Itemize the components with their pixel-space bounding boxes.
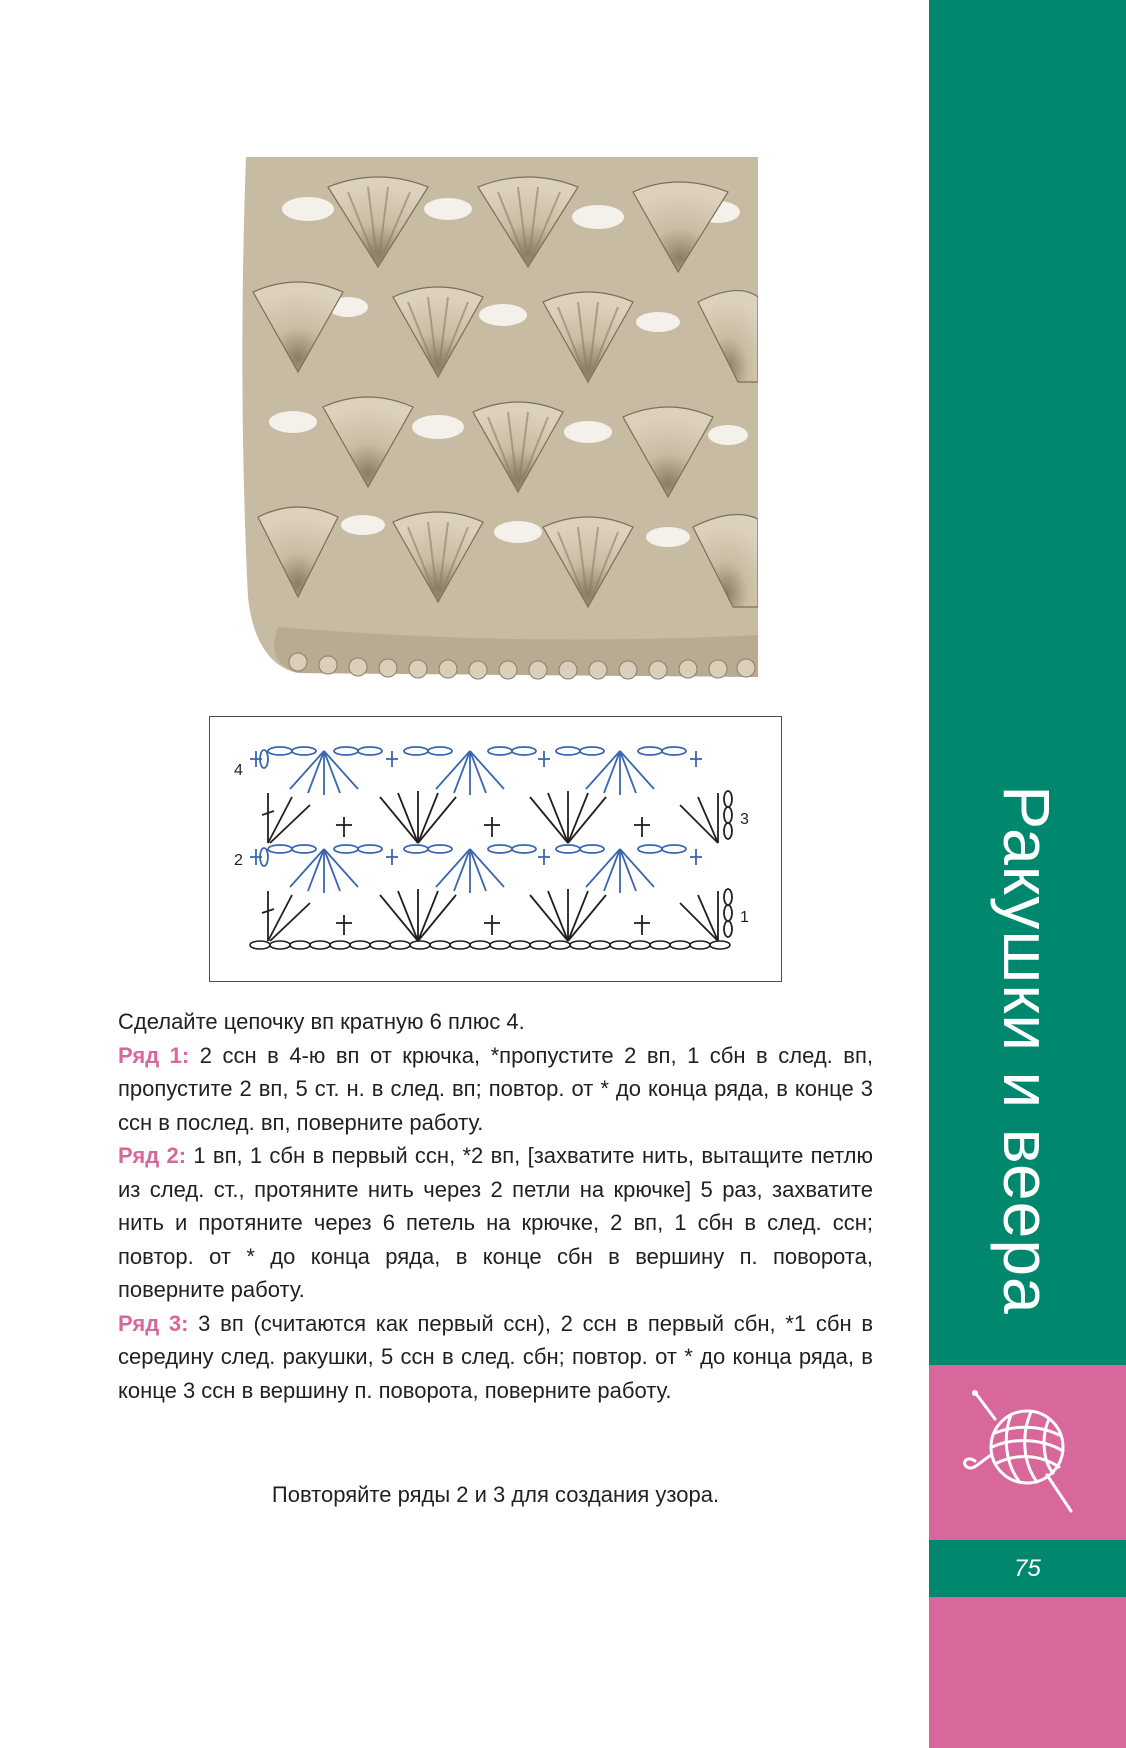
row-1-label: Ряд 1:	[118, 1042, 190, 1068]
crochet-chart-drawing	[210, 717, 780, 980]
row-3-text: 3 вп (считаются как первый ссн), 2 ссн в первый сбн, *1 сбн в середину след. ракушки, 5 ссн в след. сбн; повтор. от * до конца ряда, в конце 3 ссн в вершину п. поворота, поверните работу.	[118, 1310, 874, 1403]
crochet-swatch-photo	[238, 157, 758, 689]
instructions	[118, 1005, 873, 1407]
row-number-2: 2	[234, 852, 243, 869]
intro-text: Сделайте цепочку вп кратную 6 плюс 4.	[118, 1009, 525, 1034]
chart-row-1	[262, 889, 732, 941]
row-2-instruction	[118, 1139, 873, 1307]
yarn-ball-hook-icon	[959, 1385, 1094, 1520]
chart-row-3	[262, 791, 732, 843]
row-2-label: Ряд 2:	[118, 1143, 187, 1168]
crochet-chart	[209, 716, 782, 982]
section-title: Ракушки и веера	[990, 785, 1064, 1315]
row-2-text: 1 вп, 1 сбн в первый ссн, *2 вп, [захватите нить, вытащите петлю из след. ст., протяните нить через 2 петли на крючке] 5 раз, захватите нить и протяните через 6 петель на крючке, 2 вп, 1 сбн в след. ссн; повтор. от * до конца ряда, в конце сбн в вершину п. поворота, поверните работу.	[118, 1143, 873, 1302]
foundation-chain	[250, 941, 730, 949]
row-3-label: Ряд 3:	[118, 1310, 189, 1336]
row-number-4: 4	[234, 762, 243, 779]
row-1-text: 2 ссн в 4-ю вп от крючка, *пропустите 2 вп, 1 сбн в след. вп, пропустите 2 вп, 5 ст. н. в след. вп; повтор. от * до конца ряда, в конце 3 ссн в послед. вп, поверните работу.	[118, 1042, 873, 1135]
row-number-1: 1	[740, 909, 749, 926]
chart-row-2	[250, 845, 702, 893]
row-number-3: 3	[740, 811, 749, 828]
chart-row-4	[250, 747, 702, 795]
closing-text: Повторяйте ряды 2 и 3 для создания узора.	[271, 1482, 720, 1507]
sidebar-pink-band	[929, 1597, 1126, 1748]
page-number: 75	[1014, 1555, 1041, 1582]
sidebar	[929, 0, 1126, 1748]
row-3-instruction	[118, 1307, 873, 1408]
row-1-instruction	[118, 1039, 873, 1140]
